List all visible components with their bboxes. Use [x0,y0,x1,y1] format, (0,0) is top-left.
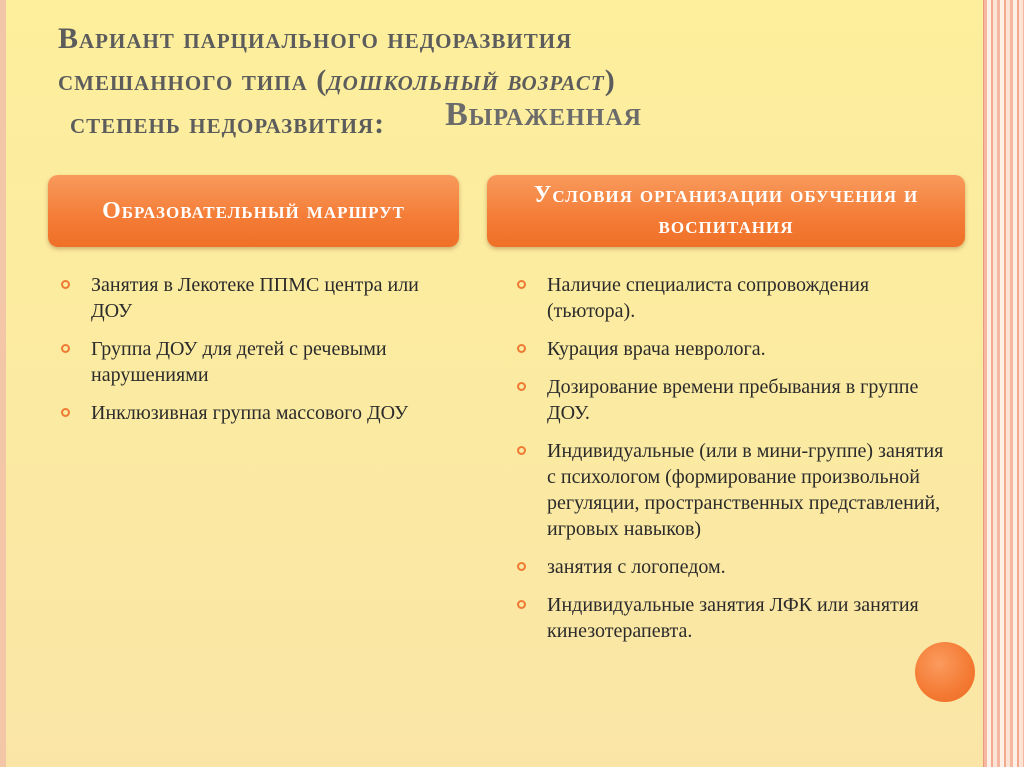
orange-circle-icon [915,642,975,702]
list-item-text: Дозирование времени пребывания в группе ДОУ. [547,376,919,424]
list-item [514,272,954,324]
bullet-icon [61,344,70,353]
list-item [58,400,438,426]
bullet-icon [517,344,526,353]
title-line-2-italic: дошкольный возраст [327,64,605,97]
slide-title [58,18,958,145]
list-item-text: Группа ДОУ для детей с речевыми нарушениями [91,338,387,386]
bullet-icon [517,600,526,609]
list-item [514,438,954,542]
bullet-icon [517,446,526,455]
decorative-stripe-panel [983,0,1024,767]
list-item-text: Инклюзивная группа массового ДОУ [91,402,409,424]
bullet-icon [517,382,526,391]
bullet-icon [517,280,526,289]
educational-route-header [48,175,459,247]
bullet-icon [61,280,70,289]
list-item-text: занятия с логопедом. [547,556,726,578]
list-item [514,592,954,644]
title-degree-value: Выраженная [445,96,642,133]
bullet-icon [517,562,526,571]
educational-route-list [58,272,438,438]
list-item [514,554,954,580]
title-degree-label: степень недоразвития: [70,107,386,140]
left-edge-stripe [0,0,6,767]
list-item-text: Индивидуальные занятия ЛФК или занятия кинезотерапевта. [547,594,919,642]
list-item-text: Занятия в Лекотеке ППМС центра или ДОУ [91,274,419,322]
list-item-text: Индивидуальные (или в мини-группе) занятия с психологом (формирование произвольной регуляции, пространственных представлений, игровых навыков) [547,440,944,540]
title-line-1: Вариант парциального недоразвития [58,22,573,55]
bullet-icon [61,408,70,417]
list-item [514,336,954,362]
list-item [58,272,438,324]
title-line-2-prefix: смешанного типа ( [58,64,328,97]
conditions-list [514,272,954,656]
title-line-2-suffix: ) [604,64,616,97]
conditions-header [487,175,965,247]
list-item-text: Наличие специалиста сопровождения (тьютора). [547,274,870,322]
conditions-header-text: Условия организации обучения и воспитания [533,182,919,239]
list-item [514,374,954,426]
list-item [58,336,438,388]
educational-route-header-text: Образовательный маршрут [102,197,405,224]
title-line-3 [58,96,958,145]
list-item-text: Курация врача невролога. [547,338,766,360]
